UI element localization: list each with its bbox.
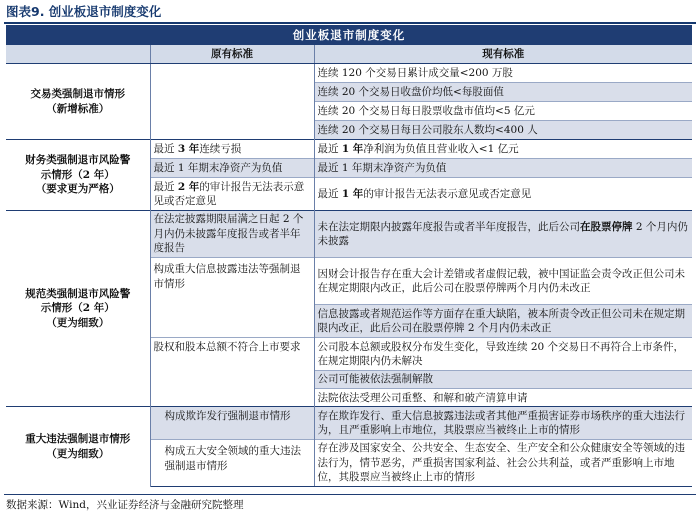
trading-new-4: 连续 20 个交易日每日公司股东人数均<400 人 xyxy=(314,121,692,140)
group-financial-title-1: 财务类强制退市风险警 xyxy=(25,154,131,167)
financial-original-1 xyxy=(150,140,314,159)
figure-title: 图表9. 创业板退市制度变化 xyxy=(6,4,162,19)
text-part: 最近 xyxy=(317,187,342,200)
group-financial-sub: （要求更为严格） xyxy=(35,183,120,196)
compliance-new-4: 公司股本总额或股权分布发生变化，导致连续 20 个交易日不再符合上市条件，在规定期限内仍未解决 xyxy=(314,338,692,371)
major-new-2: 存在涉及国家安全、公共安全、生态安全、生产安全和公众健康安全等领域的违法行为，情节恶劣，严重损害国家利益、社会公共利益，或者严重影响上市地位，其股票应当被终止上市的情形 xyxy=(314,440,692,487)
header-original: 原有标准 xyxy=(150,45,314,64)
trading-original-empty xyxy=(150,64,314,140)
table-banner: 创业板退市制度变化 xyxy=(6,25,692,45)
group-compliance-title-1: 规范类强制退市风险警 xyxy=(25,287,131,300)
trading-new-3: 连续 20 个交易日每日股票收盘市值均<5 亿元 xyxy=(314,102,692,121)
table-banner-row xyxy=(6,25,692,45)
group-trading-sub: （新增标准） xyxy=(46,102,110,115)
table-row xyxy=(6,64,692,83)
source-note: 数据来源：Wind，兴业证券经济与金融研究院整理 xyxy=(6,499,244,511)
financial-original-2: 最近 1 年期末净资产为负值 xyxy=(150,159,314,178)
trading-new-1: 连续 120 个交易日累计成交量<200 万股 xyxy=(314,64,692,83)
text-emphasis: 3 年 xyxy=(177,142,200,155)
financial-original-3 xyxy=(150,178,314,211)
compliance-new-5: 公司可能被依法强制解散 xyxy=(314,371,692,389)
group-compliance-sub: （更为细致） xyxy=(46,316,110,329)
trading-new-2: 连续 20 个交易日收盘价均低<每股面值 xyxy=(314,83,692,102)
compliance-new-3: 信息披露或者规范运作等方面存在重大缺陷，被本所责令改正但公司未在规定期限内改正，此后公司在股票停牌 2 个月内仍未改正 xyxy=(314,305,692,338)
text-part: 最近 xyxy=(317,142,342,155)
group-trading-title: 交易类强制退市情形 xyxy=(30,88,125,100)
group-financial-label xyxy=(6,140,150,211)
text-part: 最近 xyxy=(153,180,178,193)
group-compliance-label xyxy=(6,211,150,407)
compliance-original-2: 构成重大信息披露违法等强制退市情形 xyxy=(150,258,314,338)
group-major-label xyxy=(6,407,150,487)
text-part: 的审计报告无法表示意见或否定意见 xyxy=(363,187,532,200)
table-row xyxy=(6,407,692,440)
header-blank xyxy=(6,45,150,64)
table-row xyxy=(6,140,692,159)
group-financial-title-2: 示情形（2 年） xyxy=(40,168,115,181)
major-original-2: 构成五大安全领域的重大违法强制退市情形 xyxy=(150,440,314,487)
compliance-new-2: 因财会计报告存在重大会计差错或者虚假记载，被中国证监会责令改正但公司未在规定期限内改正，此后公司在股票停牌两个月内仍未改正 xyxy=(314,258,692,305)
text-part: 净利润为负值且营业收入<1 亿元 xyxy=(363,142,519,155)
group-major-sub: （更为细致） xyxy=(46,447,110,460)
compliance-original-4: 股权和股本总额不符合上市要求 xyxy=(150,338,314,407)
text-part: 最近 xyxy=(153,142,178,155)
group-compliance-title-2: 示情形（2 年） xyxy=(40,302,115,315)
financial-new-2: 最近 1 年期末净资产为负值 xyxy=(314,159,692,178)
text-emphasis: 1 年 xyxy=(341,187,364,200)
table-row xyxy=(6,211,692,258)
text-emphasis: 2 年 xyxy=(177,180,200,193)
text-part: 未在法定期限内披露年度报告或者半年度报告，此后公司 xyxy=(317,220,580,233)
compliance-new-6: 法院依法受理公司重整、和解和破产清算申请 xyxy=(314,389,692,407)
financial-new-1 xyxy=(314,140,692,159)
text-part: 连续亏损 xyxy=(199,142,242,155)
text-part: 的审计报告无法表示意见或否定意见 xyxy=(153,180,305,207)
group-trading-label xyxy=(6,64,150,140)
table-header-row xyxy=(6,45,692,64)
financial-new-3 xyxy=(314,178,692,211)
header-current: 现有标准 xyxy=(314,45,692,64)
title-rule xyxy=(4,22,696,24)
source-rule xyxy=(4,494,696,495)
delisting-table xyxy=(6,25,692,487)
text-emphasis: 在股票停牌 xyxy=(580,220,633,233)
compliance-new-1 xyxy=(314,211,692,258)
compliance-original-1: 在法定披露期限届满之日起 2 个月内仍未披露年度报告或者半年度报告 xyxy=(150,211,314,258)
text-part: 2 个月内仍未披露 xyxy=(317,220,688,247)
major-original-1: 构成欺诈发行强制退市情形 xyxy=(150,407,314,440)
group-major-title: 重大违法强制退市情形 xyxy=(25,433,131,446)
major-new-1: 存在欺诈发行、重大信息披露违法或者其他严重损害证券市场秩序的重大违法行为，且严重影响上市地位，其股票应当被终止上市的情形 xyxy=(314,407,692,440)
text-emphasis: 1 年 xyxy=(341,142,364,155)
